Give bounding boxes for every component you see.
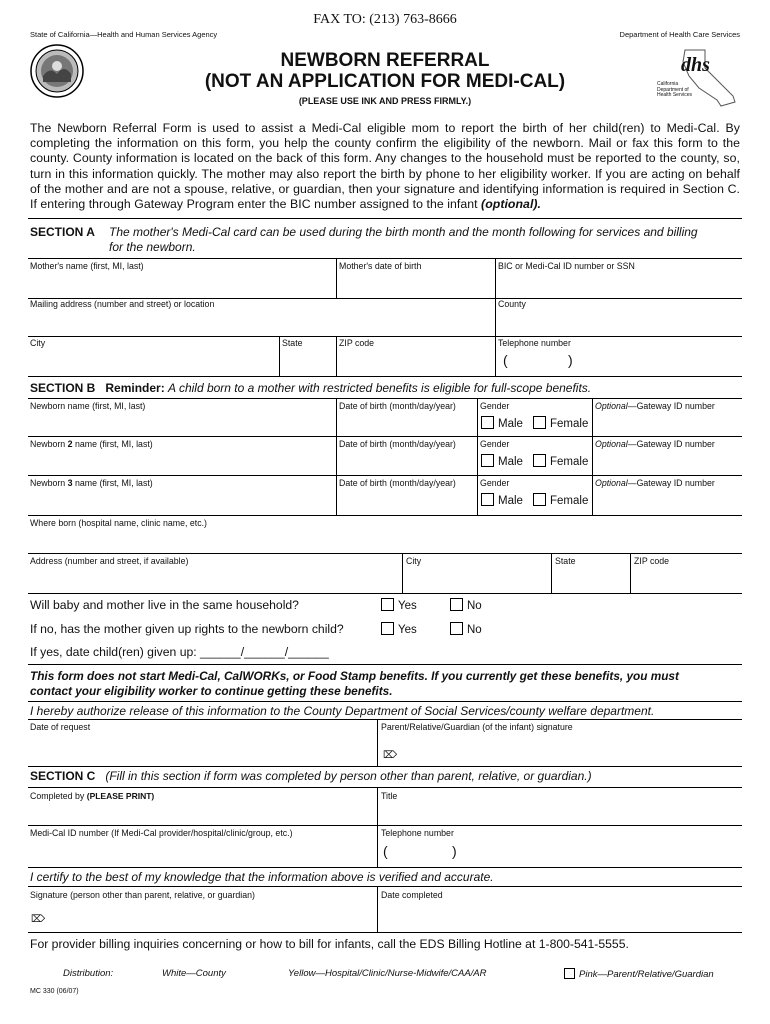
newborn-2-male-checkbox[interactable]: Male: [481, 454, 523, 468]
newborn-3-female-checkbox[interactable]: Female: [533, 493, 588, 507]
intro-paragraph: The Newborn Referral Form is used to assist a Medi-Cal eligible mom to report the birth of her child(ren) to Medi-Cal. By completing the information on this form, you help the county confirm the eligibility of the newborn. Mail or fax this form to the county. County information is located on the back of this form. Any changes to the household must be reported to the county, so, turn in this information quickly. The mother may also report the birth by phone to her eligibility worker. If you are acting on behalf of the mother and are not a spouse, relative, or guardian, then your signature and identifying information is required in Section C. If entering through Gateway Program enter the BIC number assigned to the infant (optional).: [30, 121, 740, 212]
signature-marker-icon: ⌦: [383, 750, 398, 761]
divider: [592, 398, 593, 515]
same-household-no-checkbox[interactable]: No: [450, 598, 482, 612]
newborn-1-female-checkbox[interactable]: Female: [533, 416, 588, 430]
completed-by-field[interactable]: Completed by (PLEASE PRINT): [30, 791, 155, 801]
form-subtitle: (NOT AN APPLICATION FOR MEDI-CAL): [204, 71, 566, 92]
signature-marker-icon: ⌦: [31, 914, 46, 925]
divider: [28, 932, 742, 933]
divider: [28, 376, 742, 377]
department-name: Department of Health Care Services: [619, 30, 740, 39]
newborn-1-gender-label: Gender: [480, 401, 510, 411]
medi-cal-id-field[interactable]: Medi-Cal ID number (If Medi-Cal provider/hospital/clinic/group, etc.): [30, 828, 293, 838]
distribution-label: Distribution:: [63, 968, 114, 979]
city-field[interactable]: City: [30, 338, 46, 348]
distribution-pink: Pink—Parent/Relative/Guardian: [564, 968, 714, 980]
divider: [279, 336, 280, 376]
divider: [28, 553, 742, 554]
newborn-3-dob-field[interactable]: Date of birth (month/day/year): [339, 478, 456, 488]
divider: [28, 593, 742, 594]
newborn-1-gateway-field[interactable]: Optional—Gateway ID number: [595, 401, 715, 411]
benefits-warning: This form does not start Medi-Cal, CalWORKs, or Food Stamp benefits. If you currently get these benefits, you must: [30, 669, 679, 683]
fax-number: FAX TO: (213) 763-8666: [313, 12, 457, 27]
divider: [28, 336, 742, 337]
dhs-logo: [655, 48, 747, 108]
divider: [336, 258, 337, 298]
divider: [28, 766, 742, 767]
newborn-3-male-checkbox[interactable]: Male: [481, 493, 523, 507]
divider: [28, 825, 742, 826]
divider: [336, 398, 337, 515]
date-completed-field[interactable]: Date completed: [381, 890, 443, 900]
where-born-field[interactable]: Where born (hospital name, clinic name, etc.): [30, 518, 207, 528]
newborn-2-gateway-field[interactable]: Optional—Gateway ID number: [595, 439, 715, 449]
ink-instruction: (PLEASE USE INK AND PRESS FIRMLY.): [298, 96, 472, 106]
county-field[interactable]: County: [498, 299, 526, 309]
mailing-address-field[interactable]: Mailing address (number and street) or location: [30, 299, 215, 309]
rights-given-up-question: If no, has the mother given up rights to the newborn child?: [30, 622, 344, 636]
certify-statement: I certify to the best of my knowledge that the information above is verified and accurate.: [30, 870, 494, 884]
state-field[interactable]: State: [282, 338, 303, 348]
newborn-2-name-field[interactable]: Newborn 2 name (first, MI, last): [30, 439, 153, 449]
section-c-heading: SECTION C (Fill in this section if form was completed by person other than parent, relative, or guardian.): [30, 769, 592, 783]
divider: [377, 719, 378, 766]
newborn-1-name-field[interactable]: Newborn name (first, MI, last): [30, 401, 146, 411]
benefits-warning-2: contact your eligibility worker to continue getting these benefits.: [30, 684, 393, 698]
section-b-heading: SECTION B Reminder: A child born to a mother with restricted benefits is eligible for full-scope benefits.: [30, 381, 592, 395]
date-of-request-field[interactable]: Date of request: [30, 722, 91, 732]
divider: [28, 515, 742, 516]
telephone-field[interactable]: Telephone number: [498, 338, 571, 348]
divider: [28, 218, 742, 219]
divider: [28, 475, 742, 476]
divider: [551, 553, 552, 593]
divider: [28, 664, 742, 665]
rights-given-up-yes-checkbox[interactable]: Yes: [381, 622, 417, 636]
same-household-question: Will baby and mother live in the same household?: [30, 598, 299, 612]
divider: [28, 787, 742, 788]
divider: [28, 258, 742, 259]
newborn-2-gender-label: Gender: [480, 439, 510, 449]
divider: [495, 258, 496, 376]
form-title: NEWBORN REFERRAL: [280, 50, 490, 71]
divider: [28, 719, 742, 720]
distribution-white: White—County: [162, 968, 226, 979]
section-a-note-2: for the newborn.: [109, 240, 196, 254]
form-number: MC 330 (06/07): [30, 988, 79, 995]
newborn-1-male-checkbox[interactable]: Male: [481, 416, 523, 430]
bic-field[interactable]: BIC or Medi-Cal ID number or SSN: [498, 261, 635, 271]
divider: [28, 886, 742, 887]
rights-given-up-no-checkbox[interactable]: No: [450, 622, 482, 636]
divider: [28, 867, 742, 868]
agency-name: State of California—Health and Human Services Agency: [30, 30, 218, 39]
newborn-3-gateway-field[interactable]: Optional—Gateway ID number: [595, 478, 715, 488]
mother-name-field[interactable]: Mother's name (first, MI, last): [30, 261, 144, 271]
section-a-heading: SECTION A: [30, 225, 95, 239]
distribution-yellow: Yellow—Hospital/Clinic/Nurse-Midwife/CAA/AR: [288, 968, 487, 979]
newborn-2-dob-field[interactable]: Date of birth (month/day/year): [339, 439, 456, 449]
completer-title-field[interactable]: Title: [381, 791, 398, 801]
divider: [377, 787, 378, 867]
birth-city-field[interactable]: City: [406, 556, 422, 566]
date-given-up-field[interactable]: If yes, date child(ren) given up: ______/______/______: [30, 645, 329, 659]
divider: [377, 886, 378, 932]
parent-signature-field[interactable]: Parent/Relative/Guardian (of the infant) signature: [381, 722, 573, 732]
phone-paren-open: (: [383, 843, 388, 859]
divider: [630, 553, 631, 593]
completer-telephone-field[interactable]: Telephone number: [381, 828, 454, 838]
dhs-logo-text: dhs: [681, 54, 710, 76]
billing-hotline: For provider billing inquiries concerning or how to bill for infants, call the EDS Billing Hotline at 1-800-541-5555.: [30, 937, 629, 951]
mother-dob-field[interactable]: Mother's date of birth: [339, 261, 422, 271]
birth-zip-field[interactable]: ZIP code: [634, 556, 670, 566]
phone-paren-close: ): [452, 843, 457, 859]
newborn-3-name-field[interactable]: Newborn 3 name (first, MI, last): [30, 478, 153, 488]
birth-state-field[interactable]: State: [555, 556, 576, 566]
phone-paren-close: ): [568, 352, 573, 368]
newborn-3-gender-label: Gender: [480, 478, 510, 488]
phone-paren-open: (: [503, 352, 508, 368]
divider: [28, 436, 742, 437]
completer-signature-field[interactable]: Signature (person other than parent, relative, or guardian): [30, 890, 255, 900]
newborn-1-dob-field[interactable]: Date of birth (month/day/year): [339, 401, 456, 411]
divider: [336, 336, 337, 376]
divider: [28, 398, 742, 399]
zip-field[interactable]: ZIP code: [339, 338, 375, 348]
authorization-statement: I hereby authorize release of this information to the County Department of Social Services/county welfare department.: [30, 704, 655, 718]
newborn-2-female-checkbox[interactable]: Female: [533, 454, 588, 468]
divider: [28, 701, 742, 702]
section-a-note: The mother's Medi-Cal card can be used during the birth month and the month following for services and billing: [109, 225, 698, 239]
dhs-logo-caption: California Department of Health Services: [657, 81, 693, 98]
birth-address-field[interactable]: Address (number and street, if available): [30, 556, 189, 566]
same-household-yes-checkbox[interactable]: Yes: [381, 598, 417, 612]
divider: [477, 398, 478, 515]
divider: [402, 553, 403, 593]
